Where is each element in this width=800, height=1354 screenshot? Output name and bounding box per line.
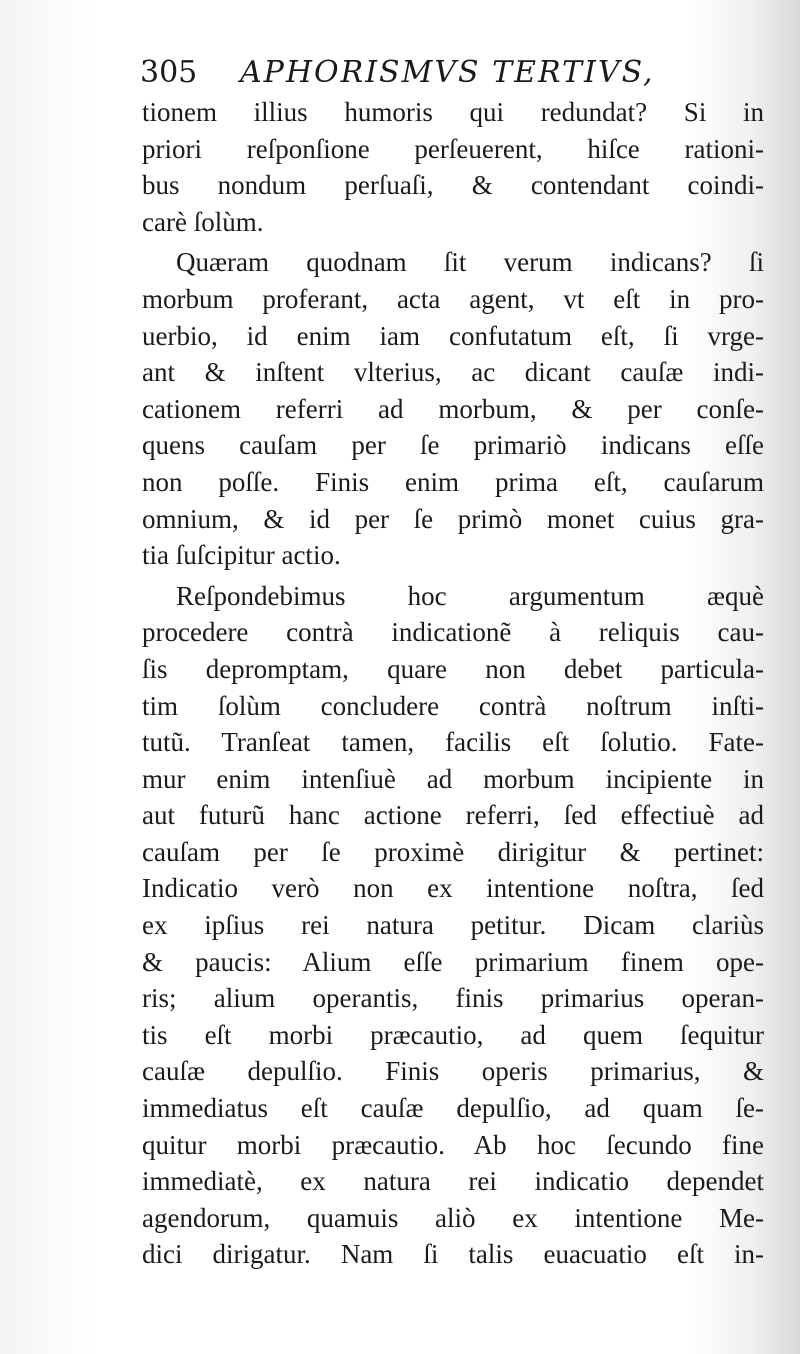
text-line: immediatus eſt cauſæ depulſio, ad quam ſe- (142, 1093, 764, 1124)
text-line: Reſpondebimus hoc argumentum æquè (176, 580, 764, 611)
text-line: tis eſt morbi præcautio, ad quem ſequitur (142, 1019, 764, 1050)
text-line: immediatè, ex natura rei indicatio dependet (142, 1166, 764, 1197)
text-line: Quæram quodnam ſit verum indicans? ſi (176, 247, 764, 278)
text-line: tim ſolùm concludere contrà noſtrum inſti- (142, 690, 764, 721)
text-line: Indicatio verò non ex intentione noſtra, ſed (142, 873, 764, 904)
paragraph-1 (142, 94, 764, 240)
text-line: & paucis: Alium eſſe primarium finem ope- (142, 946, 764, 977)
text-line: cauſæ depulſio. Finis operis primarius, & (142, 1056, 764, 1087)
paragraph-3 (142, 578, 764, 1273)
text-line: ant & inſtent vlterius, ac dicant cauſæ indi- (142, 357, 764, 388)
text-line: tionem illius humoris qui redundat? Si in (142, 97, 764, 127)
text-line: ris; alium operantis, finis primarius operan- (142, 983, 764, 1014)
text-line: procedere contrà indicationẽ à reliquis cau- (142, 617, 764, 648)
text-line: cauſam per ſe proximè dirigitur & pertinet: (142, 836, 764, 867)
page-number: 305 (140, 55, 198, 90)
text-line: non poſſe. Finis enim prima eſt, cauſarum (142, 466, 764, 497)
text-line: aut futurũ hanc actione referri, ſed effectiuè ad (142, 800, 764, 831)
text-line: morbum proferant, acta agent, vt eſt in pro- (142, 283, 764, 314)
paragraph-2 (142, 244, 764, 573)
text-line: dici dirigatur. Nam ſi talis euacuatio eſt in- (142, 1239, 764, 1270)
text-line: omnium, & id per ſe primò monet cuius gra- (142, 503, 764, 534)
text-line: ex ipſius rei natura petitur. Dicam clariùs (142, 910, 764, 941)
text-line: mur enim intenſiuè ad morbum incipiente in (142, 763, 764, 794)
text-line: carè ſolùm. (142, 206, 264, 237)
text-line: ſis depromptam, quare non debet particula- (142, 653, 764, 684)
text-line: quens cauſam per ſe primariò indicans eſſe (142, 430, 764, 461)
text-line: quitur morbi præcautio. Ab hoc ſecundo fine (142, 1129, 764, 1160)
running-head: APHORISMVS TERTIVS, (240, 55, 655, 90)
text-line: cationem referri ad morbum, & per conſe- (142, 393, 764, 424)
text-line: bus nondum perſuaſi, & contendant coindi- (142, 170, 764, 201)
text-line: tutũ. Tranſeat tamen, facilis eſt ſolutio. Fate- (142, 727, 764, 758)
text-line: tia ſuſcipitur actio. (142, 540, 341, 571)
text-line: priori reſponſione perſeuerent, hiſce rationi- (142, 133, 764, 164)
body-text (142, 94, 764, 1273)
page-header (140, 50, 700, 96)
text-line: agendorum, quamuis aliò ex intentione Me- (142, 1202, 764, 1233)
text-line: uerbio, id enim iam confutatum eſt, ſi vrge- (142, 320, 764, 351)
